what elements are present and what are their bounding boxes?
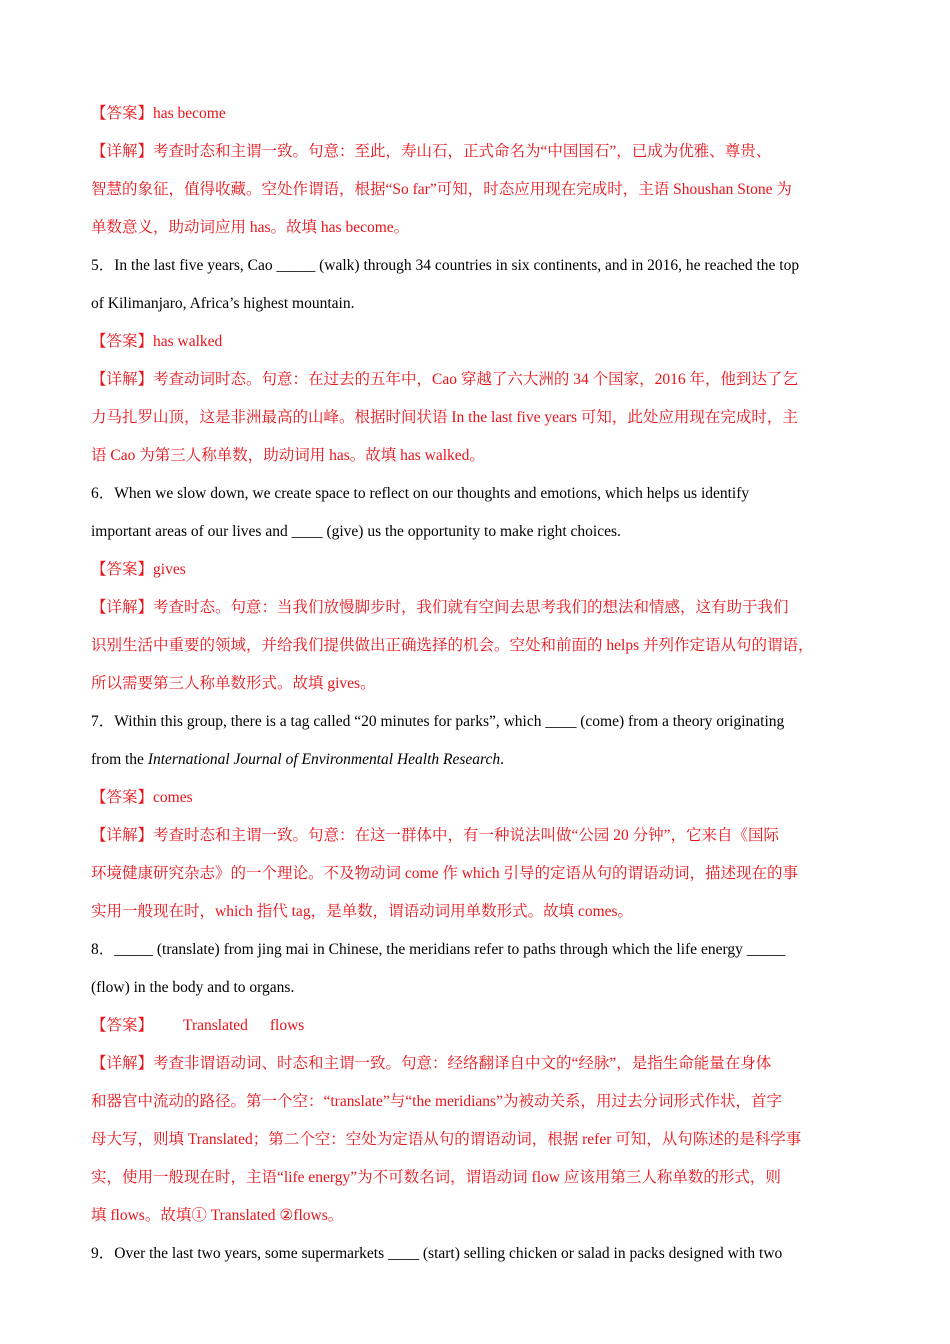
detail-line: 【详解】考查时态和主谓一致。句意：在这一群体中，有一种说法叫做“公园 20 分钟”，它来自《国际 xyxy=(91,827,780,844)
answer-label: 【答案】 xyxy=(91,789,154,806)
detail-line: 母大写，则填 Translated；第二个空：空处为定语从句的谓语动词，根据 refer 可知，从句陈述的是科学事 xyxy=(91,1131,802,1148)
answer-text: has walked xyxy=(153,333,223,350)
detail-line: 和器官中流动的路径。第一个空：“translate”与“the meridians”为被动关系，用过去分词形式作状，首字 xyxy=(91,1093,782,1110)
detail-line: 【详解】考查动词时态。句意：在过去的五年中，Cao 穿越了六大洲的 34 个国家，2016 年，他到达了乞 xyxy=(91,371,798,388)
answer-label: 【答案】 xyxy=(91,1017,154,1034)
question-line: (flow) in the body and to organs. xyxy=(91,979,295,996)
detail-line: 填 flows。故填① Translated ②flows。 xyxy=(91,1207,344,1224)
answer-label: 【答案】 xyxy=(91,561,154,578)
detail-label: 【详解】 xyxy=(91,143,154,160)
detail-line: 【详解】考查时态和主谓一致。句意：至此，寿山石，正式命名为“中国国石”，已成为优雅、尊贵、 xyxy=(91,143,772,160)
question-line: 5．In the last five years, Cao _____ (walk) through 34 countries in six continents, and in 2016, he reached the top xyxy=(91,257,800,274)
detail-label: 【详解】 xyxy=(91,371,154,388)
detail-line: 智慧的象征，值得收藏。空处作谓语，根据“So far”可知，时态应用现在完成时，主语 Shoushan Stone 为 xyxy=(91,181,792,198)
detail-line: 力马扎罗山顶，这是非洲最高的山峰。根据时间状语 In the last five years 可知，此处应用现在完成时，主 xyxy=(91,409,798,426)
detail-line: 【详解】考查非谓语动词、时态和主谓一致。句意：经络翻译自中文的“经脉”，是指生命能量在身体 xyxy=(91,1055,772,1072)
question-line: 6．When we slow down, we create space to reflect on our thoughts and emotions, which helps us identify xyxy=(91,485,750,502)
detail-line: 环境健康研究杂志》的一个理论。不及物动词 come 作 which 引导的定语从句的谓语动词，描述现在的事 xyxy=(91,865,798,882)
answer-text: comes xyxy=(153,789,193,806)
question-line: 9．Over the last two years, some supermarkets ____ (start) selling chicken or salad in packs designed with two xyxy=(91,1245,783,1262)
answer-label: 【答案】 xyxy=(91,105,154,122)
answer-line xyxy=(91,95,863,133)
question-line: of Kilimanjaro, Africa’s highest mountain. xyxy=(91,295,355,312)
detail-line: 【详解】考查时态。句意：当我们放慢脚步时，我们就有空间去思考我们的想法和情感，这有助于我们 xyxy=(91,599,789,616)
detail-line: 语 Cao 为第三人称单数，助动词用 has。故填 has walked。 xyxy=(91,447,485,464)
answer-line xyxy=(91,1007,863,1045)
question-line: important areas of our lives and ____ (give) us the opportunity to make right choices. xyxy=(91,523,621,540)
detail-label: 【详解】 xyxy=(91,599,154,616)
answer-text-2: flows xyxy=(269,1017,305,1034)
answer-line xyxy=(91,551,863,589)
question-line: from the International Journal of Environmental Health Research. xyxy=(91,751,504,768)
detail-line: 单数意义，助动词应用 has。故填 has become。 xyxy=(91,219,410,236)
detail-label: 【详解】 xyxy=(91,827,154,844)
detail-label: 【详解】 xyxy=(91,1055,154,1072)
answer-text-1: Translated xyxy=(183,1017,248,1034)
question-line: 8．_____ (translate) from jing mai in Chinese, the meridians refer to paths through which the life energy _____ xyxy=(91,941,786,958)
answer-text: has become xyxy=(153,105,226,122)
answer-line xyxy=(91,779,863,817)
journal-title: International Journal of Environmental Health Research xyxy=(147,751,501,768)
question-line: 7．Within this group, there is a tag called “20 minutes for parks”, which ____ (come) from a theory originating xyxy=(91,713,785,730)
answer-label: 【答案】 xyxy=(91,333,154,350)
answer-text: gives xyxy=(153,561,186,578)
answer-line xyxy=(91,323,863,361)
detail-line: 所以需要第三人称单数形式。故填 gives。 xyxy=(91,675,376,692)
detail-line: 实用一般现在时，which 指代 tag，是单数，谓语动词用单数形式。故填 comes。 xyxy=(91,903,634,920)
document-page xyxy=(91,95,863,1273)
detail-line: 实，使用一般现在时，主语“life energy”为不可数名词，谓语动词 flow 应该用第三人称单数的形式，则 xyxy=(91,1169,781,1186)
detail-line: 识别生活中重要的领域，并给我们提供做出正确选择的机会。空处和前面的 helps 并列作定语从句的谓语， xyxy=(91,637,814,654)
